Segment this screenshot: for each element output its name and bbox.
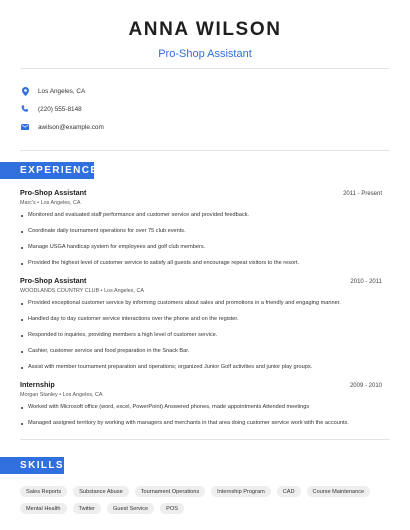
email-text[interactable]: awilson@example.com <box>38 123 104 131</box>
list-item: Managed assigned territory by working with managers and merchants in that area doing customer service work with the accounts. <box>20 420 382 427</box>
skills-list <box>20 486 390 514</box>
divider <box>20 150 390 151</box>
job-dates: 2009 - 2010 <box>349 383 382 389</box>
list-item: Cashier, customer service and food preparation in the Snack Bar. <box>20 348 382 355</box>
job-location: Los Angeles, CA <box>40 200 81 206</box>
job-entry <box>20 380 382 427</box>
job-entry <box>20 188 382 267</box>
list-item: Provided the highest level of customer service to satisfy all guests and encourage repeat visitors to the resort. <box>20 260 382 267</box>
job-meta: Marc's • Los Angeles, CA <box>20 200 81 206</box>
job-location: Los Angeles, CA <box>104 288 144 294</box>
job-entry <box>20 276 382 371</box>
phone-text: (220) 555-8148 <box>38 105 82 113</box>
envelope-icon <box>20 122 30 132</box>
location-text: Los Angeles, CA <box>38 87 86 95</box>
job-dates: 2011 - Present <box>343 191 382 197</box>
resume-header <box>0 0 410 61</box>
skill-tag: Guest Service <box>107 503 154 514</box>
job-meta: WOODLANDS COUNTRY CLUB • Los Angeles, CA <box>20 288 144 294</box>
skill-tag: CAD <box>277 486 301 497</box>
job-bullets <box>20 300 382 371</box>
skill-tag: Sales Reports <box>20 486 67 497</box>
job-bullets <box>20 404 382 427</box>
experience-list <box>20 188 382 436</box>
skill-tag: Twitter <box>73 503 101 514</box>
phone-icon <box>20 104 30 114</box>
candidate-title: Pro-Shop Assistant <box>158 48 252 60</box>
candidate-name: ANNA WILSON <box>128 19 282 40</box>
list-item: Manage USGA handicap system for employees and golf club members. <box>20 244 382 251</box>
job-dates: 2010 - 2011 <box>350 279 382 285</box>
skill-tag: Internship Program <box>211 486 271 497</box>
list-item: Provided exceptional customer service by informing customers about sales and promotions in a friendly and engaging manner. <box>20 300 382 307</box>
job-company: Marc's <box>20 200 36 206</box>
list-item: Coordinate daily tournament operations for over 75 club events. <box>20 228 382 235</box>
job-bullets <box>20 212 382 267</box>
list-item: Assist with member tournament preparation and operations; organized Junior Golf activities and junior play groups. <box>20 364 382 371</box>
contact-info <box>20 82 104 136</box>
skill-tag: POS <box>160 503 184 514</box>
contact-location <box>20 82 104 100</box>
job-company: Morgan Stanley <box>20 392 58 398</box>
skills-heading: SKILLS <box>0 457 64 474</box>
skill-tag: Substance Abuse <box>73 486 129 497</box>
skill-tag: Course Maintenance <box>307 486 371 497</box>
job-title: Pro-Shop Assistant <box>20 188 87 197</box>
job-location: Los Angeles, CA <box>62 392 103 398</box>
list-item: Worked with Microsoft office (word, excel, PowerPoint) Answered phones, made appointments Attended meetings <box>20 404 382 411</box>
job-meta: Morgan Stanley • Los Angeles, CA <box>20 392 103 398</box>
experience-heading: EXPERIENCE <box>0 162 94 179</box>
job-company: WOODLANDS COUNTRY CLUB <box>20 288 100 294</box>
skill-tag: Mental Health <box>20 503 67 514</box>
skill-tag: Tournament Operations <box>135 486 205 497</box>
divider <box>20 439 390 440</box>
job-title: Pro-Shop Assistant <box>20 276 87 285</box>
job-title: Internship <box>20 380 55 389</box>
contact-email <box>20 118 104 136</box>
divider <box>20 68 390 69</box>
contact-phone <box>20 100 104 118</box>
list-item: Handled day to day customer service interactions over the phone and on the register. <box>20 316 382 323</box>
map-pin-icon <box>20 86 30 96</box>
list-item: Responded to inquiries, providing members a high level of customer service. <box>20 332 382 339</box>
list-item: Monitored and evaluated staff performance and customer service and provided feedback. <box>20 212 382 219</box>
